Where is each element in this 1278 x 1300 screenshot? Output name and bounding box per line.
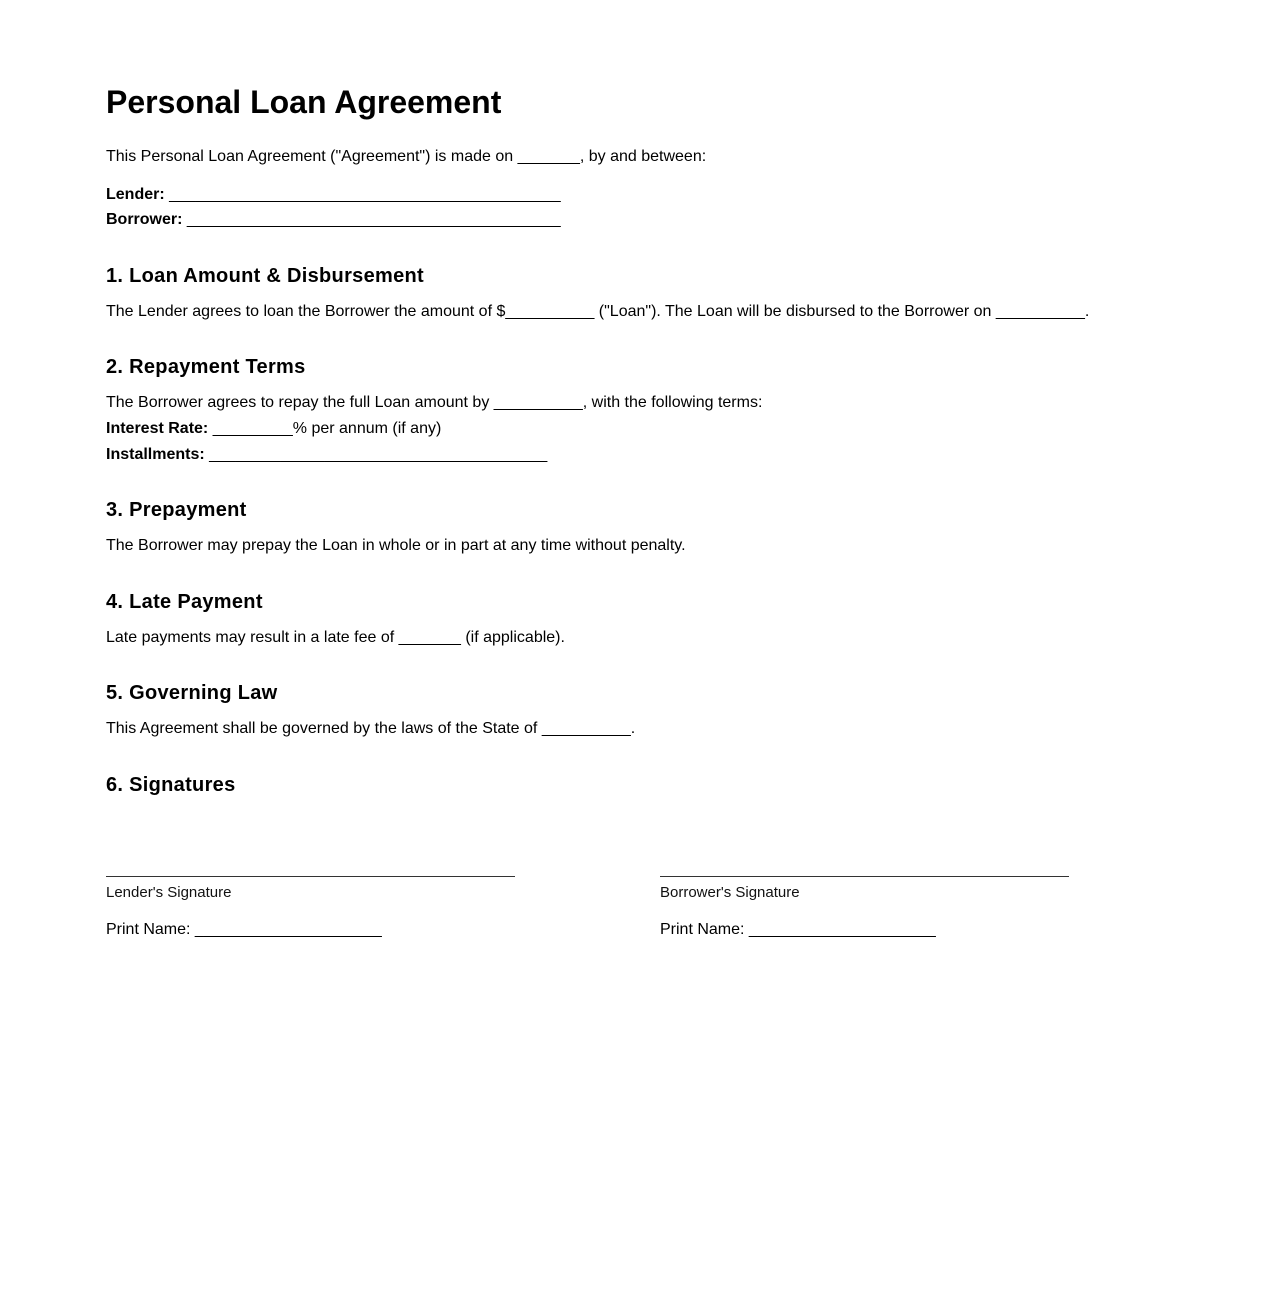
section-body-late-payment: Late payments may result in a late fee of _______ (if applicable). bbox=[106, 629, 565, 646]
borrower-label: Borrower: bbox=[106, 211, 183, 228]
installments-label: Installments: bbox=[106, 446, 205, 463]
borrower-signature-line[interactable] bbox=[660, 876, 1069, 877]
borrower-signature-label: Borrower's Signature bbox=[660, 884, 800, 901]
section-heading-late-payment: 4. Late Payment bbox=[106, 591, 263, 613]
borrower-field bbox=[106, 210, 561, 230]
interest-rate-label: Interest Rate: bbox=[106, 420, 209, 437]
lender-field bbox=[106, 185, 561, 205]
section-heading-repayment-terms: 2. Repayment Terms bbox=[106, 356, 306, 378]
section-body-repayment-terms: The Borrower agrees to repay the full Loan amount by __________, with the following terms: bbox=[106, 394, 763, 411]
lender-print-name[interactable]: Print Name: _____________________ bbox=[106, 921, 382, 938]
lender-signature-label: Lender's Signature bbox=[106, 884, 232, 901]
lender-blank[interactable]: ____________________________________________ bbox=[164, 186, 561, 203]
borrower-signature-block bbox=[660, 876, 1070, 940]
lender-label: Lender: bbox=[106, 186, 165, 203]
borrower-blank[interactable]: __________________________________________ bbox=[182, 211, 561, 228]
interest-rate-field bbox=[106, 419, 441, 439]
installments-value[interactable]: ______________________________________ bbox=[204, 446, 548, 463]
section-heading-loan-amount: 1. Loan Amount & Disbursement bbox=[106, 265, 424, 287]
section-heading-signatures: 6. Signatures bbox=[106, 774, 236, 796]
section-heading-governing-law: 5. Governing Law bbox=[106, 682, 278, 704]
intro-paragraph: This Personal Loan Agreement ("Agreement") is made on _______, by and between: bbox=[106, 148, 707, 165]
section-heading-prepayment: 3. Prepayment bbox=[106, 499, 247, 521]
installments-field bbox=[106, 445, 547, 465]
section-body-loan-amount: The Lender agrees to loan the Borrower the amount of $__________ ("Loan"). The Loan will be disbursed to the Borrower on __________. bbox=[106, 303, 1090, 320]
lender-signature-block bbox=[106, 876, 516, 940]
document-title: Personal Loan Agreement bbox=[106, 84, 502, 120]
lender-signature-line[interactable] bbox=[106, 876, 515, 877]
borrower-print-name[interactable]: Print Name: _____________________ bbox=[660, 921, 936, 938]
section-body-governing-law: This Agreement shall be governed by the laws of the State of __________. bbox=[106, 720, 636, 737]
section-body-prepayment: The Borrower may prepay the Loan in whole or in part at any time without penalty. bbox=[106, 537, 686, 554]
interest-rate-value[interactable]: _________% per annum (if any) bbox=[208, 420, 442, 437]
